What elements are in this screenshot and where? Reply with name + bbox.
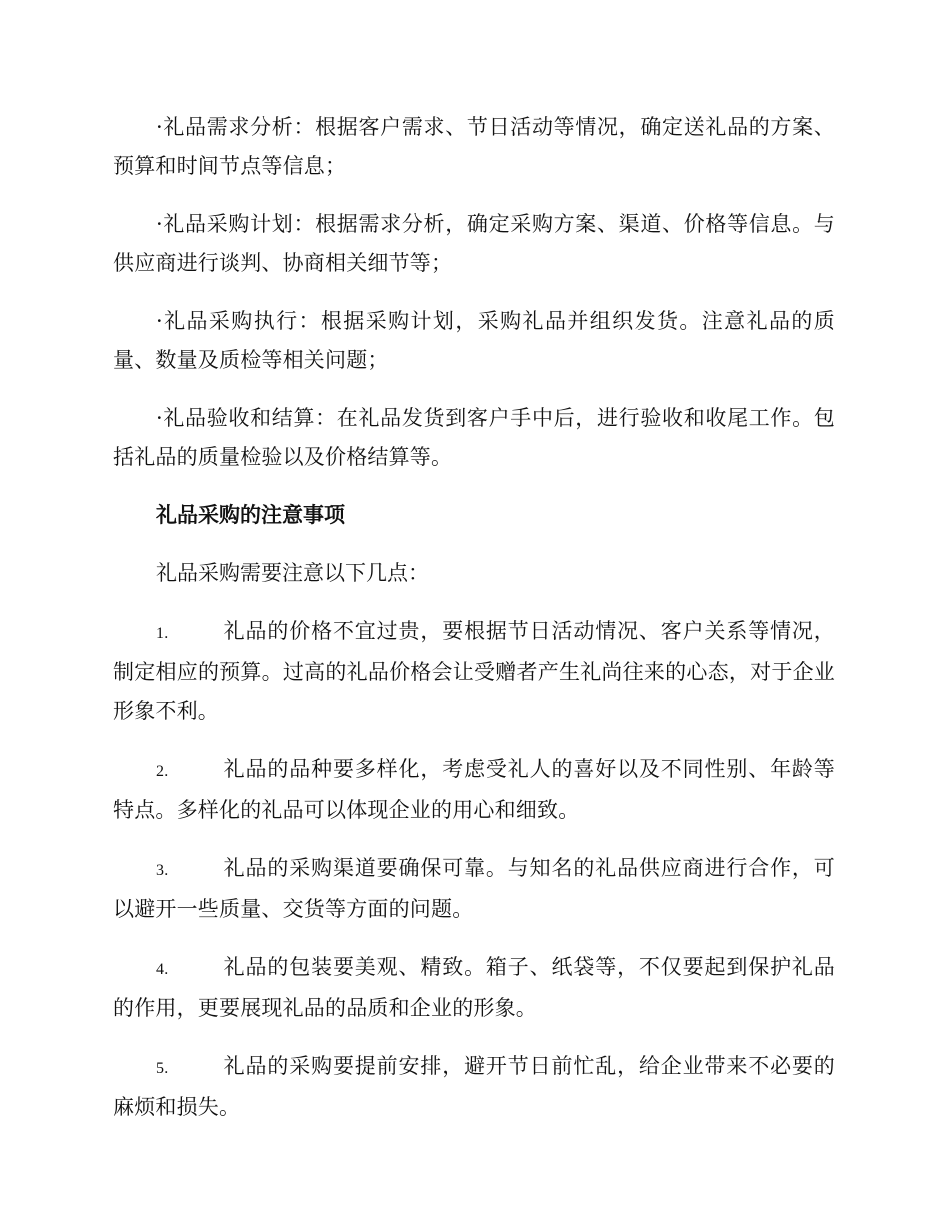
numbered-item [113, 612, 835, 731]
item-text: 礼品的包装要美观、精致。箱子、纸袋等，不仅要起到保护礼品的作用，更要展现礼品的品质和企业的形象。 [113, 955, 835, 1020]
bullet-paragraph: ·礼品验收和结算：在礼品发货到客户手中后，进行验收和收尾工作。包括礼品的质量检验以及价格结算等。 [113, 406, 835, 469]
item-number: 3. [156, 862, 169, 879]
item-text: 礼品的品种要多样化，考虑受礼人的喜好以及不同性别、年龄等特点。多样化的礼品可以体现企业的用心和细致。 [113, 757, 835, 822]
item-text: 礼品的价格不宜过贵，要根据节日活动情况、客户关系等情况，制定相应的预算。过高的礼品价格会让受赠者产生礼尚往来的心态，对于企业形象不利。 [113, 619, 835, 723]
numbered-item [113, 750, 835, 830]
bullet-paragraph: ·礼品采购计划：根据需求分析，确定采购方案、渠道、价格等信息。与供应商进行谈判、协商相关细节等； [113, 212, 835, 275]
section-heading: 礼品采购的注意事项 [156, 503, 345, 527]
numbered-item [113, 1047, 835, 1127]
section-intro: 礼品采购需要注意以下几点： [156, 561, 429, 585]
item-number: 5. [156, 1060, 169, 1077]
item-number: 2. [156, 763, 169, 780]
item-text: 礼品的采购要提前安排，避开节日前忙乱，给企业带来不必要的麻烦和损失。 [113, 1054, 835, 1119]
numbered-item [113, 948, 835, 1028]
bullet-paragraph: ·礼品需求分析：根据客户需求、节日活动等情况，确定送礼品的方案、预算和时间节点等信息； [113, 115, 835, 178]
item-number: 1. [156, 625, 169, 642]
item-number: 4. [156, 961, 169, 978]
bullet-paragraph: ·礼品采购执行：根据采购计划，采购礼品并组织发货。注意礼品的质量、数量及质检等相关问题； [113, 309, 835, 372]
document-body [113, 108, 835, 1146]
numbered-item [113, 849, 835, 929]
item-text: 礼品的采购渠道要确保可靠。与知名的礼品供应商进行合作，可以避开一些质量、交货等方面的问题。 [113, 856, 835, 921]
